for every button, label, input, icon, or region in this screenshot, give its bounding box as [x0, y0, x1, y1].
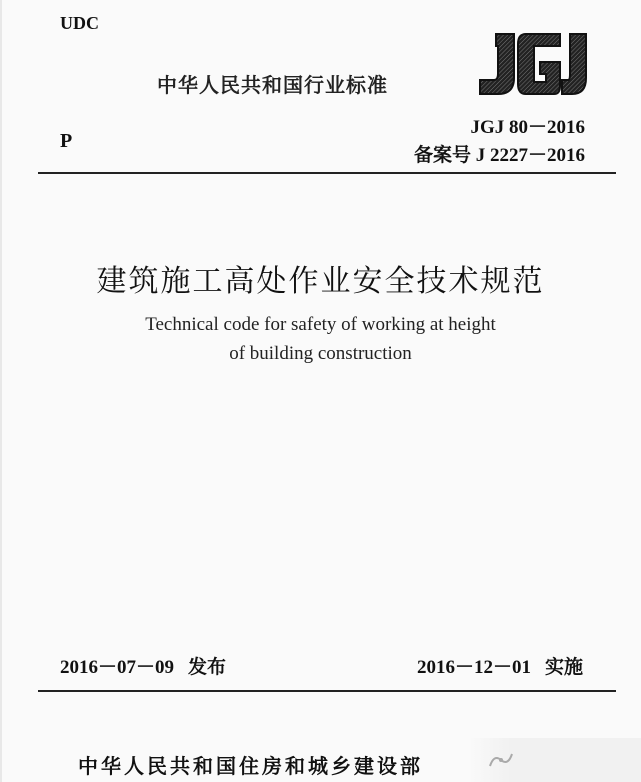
watermark-icon	[486, 748, 516, 774]
title-english-line-2: of building construction	[229, 343, 412, 364]
bottom-divider	[38, 690, 616, 692]
watermark-overlay	[468, 738, 641, 782]
jgj-logo	[474, 26, 590, 102]
publisher: 中华人民共和国住房和城乡建设部	[78, 754, 423, 778]
title-english-line-1: Technical code for safety of working at height	[145, 314, 496, 335]
issue-label: 发布	[188, 657, 227, 678]
standard-type-heading: 中华人民共和国行业标准	[157, 73, 388, 97]
standard-number: JGJ 80－2016	[470, 117, 585, 138]
issue-date: 2016－07－09	[60, 657, 175, 678]
issue-date-block	[60, 652, 226, 679]
top-divider	[38, 172, 616, 174]
title-english	[0, 310, 641, 368]
effective-date-block	[417, 652, 583, 679]
category-letter: P	[60, 130, 73, 152]
page-edge	[0, 0, 2, 782]
title-chinese: 建筑施工高处作业安全技术规范	[96, 264, 545, 299]
udc-label: UDC	[60, 13, 99, 33]
effective-date: 2016－12－01	[416, 657, 531, 678]
effective-label: 实施	[544, 657, 583, 678]
jgj-logo-icon	[474, 26, 590, 102]
filing-number: 备案号 J 2227－2016	[413, 145, 585, 166]
